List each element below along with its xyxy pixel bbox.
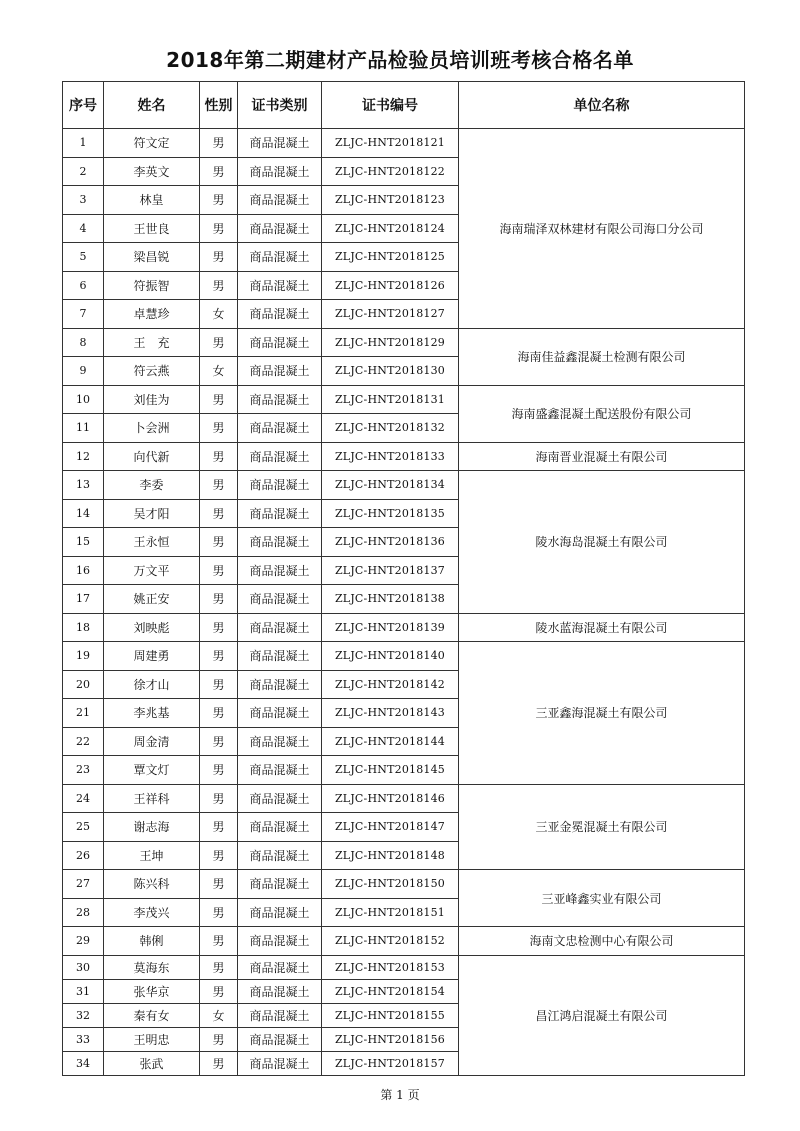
cell-cert-type: 商品混凝土 (238, 499, 322, 528)
cell-seq: 34 (63, 1052, 104, 1076)
cell-cert-no: ZLJC-HNT2018145 (322, 756, 459, 785)
cell-gender: 男 (200, 1028, 238, 1052)
cell-unit: 三亚峰鑫实业有限公司 (459, 870, 745, 927)
cell-name: 姚正安 (104, 585, 200, 614)
cell-seq: 25 (63, 813, 104, 842)
cell-gender: 男 (200, 1052, 238, 1076)
cell-cert-no: ZLJC-HNT2018131 (322, 385, 459, 414)
cell-seq: 30 (63, 955, 104, 979)
cell-cert-type: 商品混凝土 (238, 357, 322, 386)
cell-gender: 男 (200, 186, 238, 215)
cell-name: 韩俐 (104, 927, 200, 956)
header-name: 姓名 (104, 82, 200, 129)
table-row (63, 442, 745, 471)
cell-cert-no: ZLJC-HNT2018125 (322, 243, 459, 272)
page-number: 第 1 页 (380, 1088, 420, 1102)
cell-gender: 男 (200, 979, 238, 1003)
cell-cert-no: ZLJC-HNT2018154 (322, 979, 459, 1003)
cell-gender: 男 (200, 927, 238, 956)
cell-cert-no: ZLJC-HNT2018121 (322, 129, 459, 158)
cell-cert-type: 商品混凝土 (238, 813, 322, 842)
cell-cert-type: 商品混凝土 (238, 642, 322, 671)
cell-cert-no: ZLJC-HNT2018151 (322, 898, 459, 927)
cell-name: 王永恒 (104, 528, 200, 557)
cell-cert-type: 商品混凝土 (238, 585, 322, 614)
cell-gender: 男 (200, 898, 238, 927)
cell-name: 李英文 (104, 157, 200, 186)
cell-unit: 三亚金冕混凝土有限公司 (459, 784, 745, 870)
cell-cert-no: ZLJC-HNT2018150 (322, 870, 459, 899)
cell-seq: 19 (63, 642, 104, 671)
cell-cert-type: 商品混凝土 (238, 414, 322, 443)
cell-seq: 3 (63, 186, 104, 215)
cell-cert-no: ZLJC-HNT2018136 (322, 528, 459, 557)
cell-cert-no: ZLJC-HNT2018139 (322, 613, 459, 642)
cell-seq: 23 (63, 756, 104, 785)
cell-cert-no: ZLJC-HNT2018122 (322, 157, 459, 186)
cell-seq: 9 (63, 357, 104, 386)
cell-gender: 男 (200, 129, 238, 158)
cell-gender: 男 (200, 813, 238, 842)
cell-cert-type: 商品混凝土 (238, 243, 322, 272)
cell-cert-no: ZLJC-HNT2018137 (322, 556, 459, 585)
cell-seq: 28 (63, 898, 104, 927)
cell-unit: 海南晋业混凝土有限公司 (459, 442, 745, 471)
cell-gender: 男 (200, 784, 238, 813)
cell-gender: 男 (200, 841, 238, 870)
cell-name: 梁昌锐 (104, 243, 200, 272)
cell-gender: 男 (200, 727, 238, 756)
cell-name: 覃文灯 (104, 756, 200, 785)
cell-cert-type: 商品混凝土 (238, 186, 322, 215)
cell-unit: 陵水海岛混凝土有限公司 (459, 471, 745, 614)
cell-cert-type: 商品混凝土 (238, 271, 322, 300)
cell-seq: 21 (63, 699, 104, 728)
cell-cert-no: ZLJC-HNT2018144 (322, 727, 459, 756)
cell-cert-no: ZLJC-HNT2018124 (322, 214, 459, 243)
cell-name: 刘映彪 (104, 613, 200, 642)
header-seq: 序号 (63, 82, 104, 129)
cell-seq: 8 (63, 328, 104, 357)
cell-cert-type: 商品混凝土 (238, 870, 322, 899)
cell-cert-type: 商品混凝土 (238, 1003, 322, 1027)
table-header (63, 82, 745, 129)
cell-cert-type: 商品混凝土 (238, 670, 322, 699)
cell-name: 王祥科 (104, 784, 200, 813)
cell-cert-no: ZLJC-HNT2018130 (322, 357, 459, 386)
cell-cert-type: 商品混凝土 (238, 756, 322, 785)
cell-cert-no: ZLJC-HNT2018155 (322, 1003, 459, 1027)
cell-cert-type: 商品混凝土 (238, 699, 322, 728)
cell-seq: 24 (63, 784, 104, 813)
cell-cert-no: ZLJC-HNT2018142 (322, 670, 459, 699)
cell-cert-no: ZLJC-HNT2018132 (322, 414, 459, 443)
cell-cert-type: 商品混凝土 (238, 841, 322, 870)
cell-cert-type: 商品混凝土 (238, 300, 322, 329)
cell-name: 符云燕 (104, 357, 200, 386)
cell-seq: 31 (63, 979, 104, 1003)
cell-gender: 男 (200, 585, 238, 614)
cell-name: 王 充 (104, 328, 200, 357)
cell-name: 刘佳为 (104, 385, 200, 414)
cell-cert-no: ZLJC-HNT2018123 (322, 186, 459, 215)
cell-name: 张武 (104, 1052, 200, 1076)
cell-unit: 海南瑞泽双林建材有限公司海口分公司 (459, 129, 745, 329)
cell-gender: 男 (200, 699, 238, 728)
cell-name: 李茂兴 (104, 898, 200, 927)
cell-gender: 女 (200, 357, 238, 386)
cell-cert-type: 商品混凝土 (238, 214, 322, 243)
header-cert-type: 证书类别 (238, 82, 322, 129)
cell-name: 周金清 (104, 727, 200, 756)
cell-seq: 1 (63, 129, 104, 158)
cell-cert-type: 商品混凝土 (238, 927, 322, 956)
cell-seq: 13 (63, 471, 104, 500)
cell-seq: 17 (63, 585, 104, 614)
table-row (63, 955, 745, 979)
cell-gender: 男 (200, 528, 238, 557)
table-row (63, 328, 745, 357)
cell-cert-no: ZLJC-HNT2018143 (322, 699, 459, 728)
table-row (63, 385, 745, 414)
header-row (63, 82, 745, 129)
cell-cert-no: ZLJC-HNT2018135 (322, 499, 459, 528)
cell-gender: 男 (200, 556, 238, 585)
cell-cert-no: ZLJC-HNT2018152 (322, 927, 459, 956)
header-unit: 单位名称 (459, 82, 745, 129)
table-row (63, 613, 745, 642)
cell-seq: 7 (63, 300, 104, 329)
cell-cert-type: 商品混凝土 (238, 784, 322, 813)
cell-gender: 女 (200, 300, 238, 329)
cell-seq: 20 (63, 670, 104, 699)
cell-gender: 男 (200, 243, 238, 272)
table-row (63, 642, 745, 671)
cell-gender: 男 (200, 471, 238, 500)
cell-name: 卜会洲 (104, 414, 200, 443)
cell-cert-no: ZLJC-HNT2018129 (322, 328, 459, 357)
cell-cert-type: 商品混凝土 (238, 1028, 322, 1052)
cell-seq: 11 (63, 414, 104, 443)
cell-seq: 14 (63, 499, 104, 528)
table-row (63, 784, 745, 813)
cell-name: 卓慧珍 (104, 300, 200, 329)
cell-name: 徐才山 (104, 670, 200, 699)
cell-seq: 16 (63, 556, 104, 585)
cell-name: 王明忠 (104, 1028, 200, 1052)
cell-name: 林皇 (104, 186, 200, 215)
cell-unit: 昌江鸿启混凝土有限公司 (459, 955, 745, 1076)
cell-cert-no: ZLJC-HNT2018157 (322, 1052, 459, 1076)
cell-seq: 6 (63, 271, 104, 300)
cell-cert-no: ZLJC-HNT2018134 (322, 471, 459, 500)
cell-seq: 10 (63, 385, 104, 414)
cell-gender: 男 (200, 157, 238, 186)
cell-cert-type: 商品混凝土 (238, 385, 322, 414)
cell-cert-type: 商品混凝土 (238, 442, 322, 471)
cell-gender: 男 (200, 955, 238, 979)
cell-unit: 海南盛鑫混凝土配送股份有限公司 (459, 385, 745, 442)
cell-name: 符振智 (104, 271, 200, 300)
cell-cert-no: ZLJC-HNT2018156 (322, 1028, 459, 1052)
cell-gender: 男 (200, 214, 238, 243)
cell-name: 陈兴科 (104, 870, 200, 899)
cell-cert-type: 商品混凝土 (238, 157, 322, 186)
roster-table (62, 81, 745, 1076)
table-row (63, 870, 745, 899)
cell-seq: 26 (63, 841, 104, 870)
cell-gender: 男 (200, 271, 238, 300)
cell-seq: 15 (63, 528, 104, 557)
cell-cert-no: ZLJC-HNT2018146 (322, 784, 459, 813)
cell-seq: 2 (63, 157, 104, 186)
table-row (63, 129, 745, 158)
cell-cert-type: 商品混凝土 (238, 898, 322, 927)
cell-cert-no: ZLJC-HNT2018133 (322, 442, 459, 471)
cell-gender: 男 (200, 328, 238, 357)
cell-cert-type: 商品混凝土 (238, 471, 322, 500)
header-gender: 性别 (200, 82, 238, 129)
cell-gender: 男 (200, 642, 238, 671)
cell-seq: 4 (63, 214, 104, 243)
cell-cert-no: ZLJC-HNT2018140 (322, 642, 459, 671)
cell-seq: 32 (63, 1003, 104, 1027)
cell-cert-no: ZLJC-HNT2018126 (322, 271, 459, 300)
cell-name: 王世良 (104, 214, 200, 243)
cell-cert-no: ZLJC-HNT2018147 (322, 813, 459, 842)
cell-name: 莫海东 (104, 955, 200, 979)
cell-gender: 男 (200, 385, 238, 414)
cell-unit: 三亚鑫海混凝土有限公司 (459, 642, 745, 785)
table-row (63, 927, 745, 956)
header-cert-no: 证书编号 (322, 82, 459, 129)
cell-name: 符文定 (104, 129, 200, 158)
cell-name: 李委 (104, 471, 200, 500)
cell-name: 张华京 (104, 979, 200, 1003)
cell-cert-type: 商品混凝土 (238, 955, 322, 979)
cell-gender: 男 (200, 756, 238, 785)
cell-name: 万文平 (104, 556, 200, 585)
table-row (63, 471, 745, 500)
cell-gender: 男 (200, 414, 238, 443)
cell-cert-no: ZLJC-HNT2018148 (322, 841, 459, 870)
cell-name: 吴才阳 (104, 499, 200, 528)
cell-seq: 33 (63, 1028, 104, 1052)
cell-name: 李兆基 (104, 699, 200, 728)
cell-name: 王坤 (104, 841, 200, 870)
cell-seq: 5 (63, 243, 104, 272)
cell-cert-type: 商品混凝土 (238, 979, 322, 1003)
cell-seq: 27 (63, 870, 104, 899)
cell-cert-type: 商品混凝土 (238, 727, 322, 756)
cell-gender: 男 (200, 670, 238, 699)
cell-cert-type: 商品混凝土 (238, 556, 322, 585)
cell-name: 谢志海 (104, 813, 200, 842)
cell-gender: 女 (200, 1003, 238, 1027)
cell-cert-type: 商品混凝土 (238, 613, 322, 642)
cell-name: 秦有女 (104, 1003, 200, 1027)
cell-gender: 男 (200, 499, 238, 528)
cell-gender: 男 (200, 613, 238, 642)
cell-seq: 18 (63, 613, 104, 642)
cell-seq: 12 (63, 442, 104, 471)
cell-cert-type: 商品混凝土 (238, 1052, 322, 1076)
cell-cert-type: 商品混凝土 (238, 528, 322, 557)
cell-unit: 海南佳益鑫混凝土检测有限公司 (459, 328, 745, 385)
cell-unit: 陵水蓝海混凝土有限公司 (459, 613, 745, 642)
page-title: 2018年第二期建材产品检验员培训班考核合格名单 (166, 48, 634, 72)
cell-gender: 男 (200, 870, 238, 899)
cell-cert-no: ZLJC-HNT2018138 (322, 585, 459, 614)
cell-cert-type: 商品混凝土 (238, 129, 322, 158)
cell-seq: 22 (63, 727, 104, 756)
cell-name: 周建勇 (104, 642, 200, 671)
table-body (63, 129, 745, 1076)
cell-name: 向代新 (104, 442, 200, 471)
cell-seq: 29 (63, 927, 104, 956)
cell-gender: 男 (200, 442, 238, 471)
cell-unit: 海南文忠检测中心有限公司 (459, 927, 745, 956)
cell-cert-no: ZLJC-HNT2018127 (322, 300, 459, 329)
cell-cert-no: ZLJC-HNT2018153 (322, 955, 459, 979)
cell-cert-type: 商品混凝土 (238, 328, 322, 357)
